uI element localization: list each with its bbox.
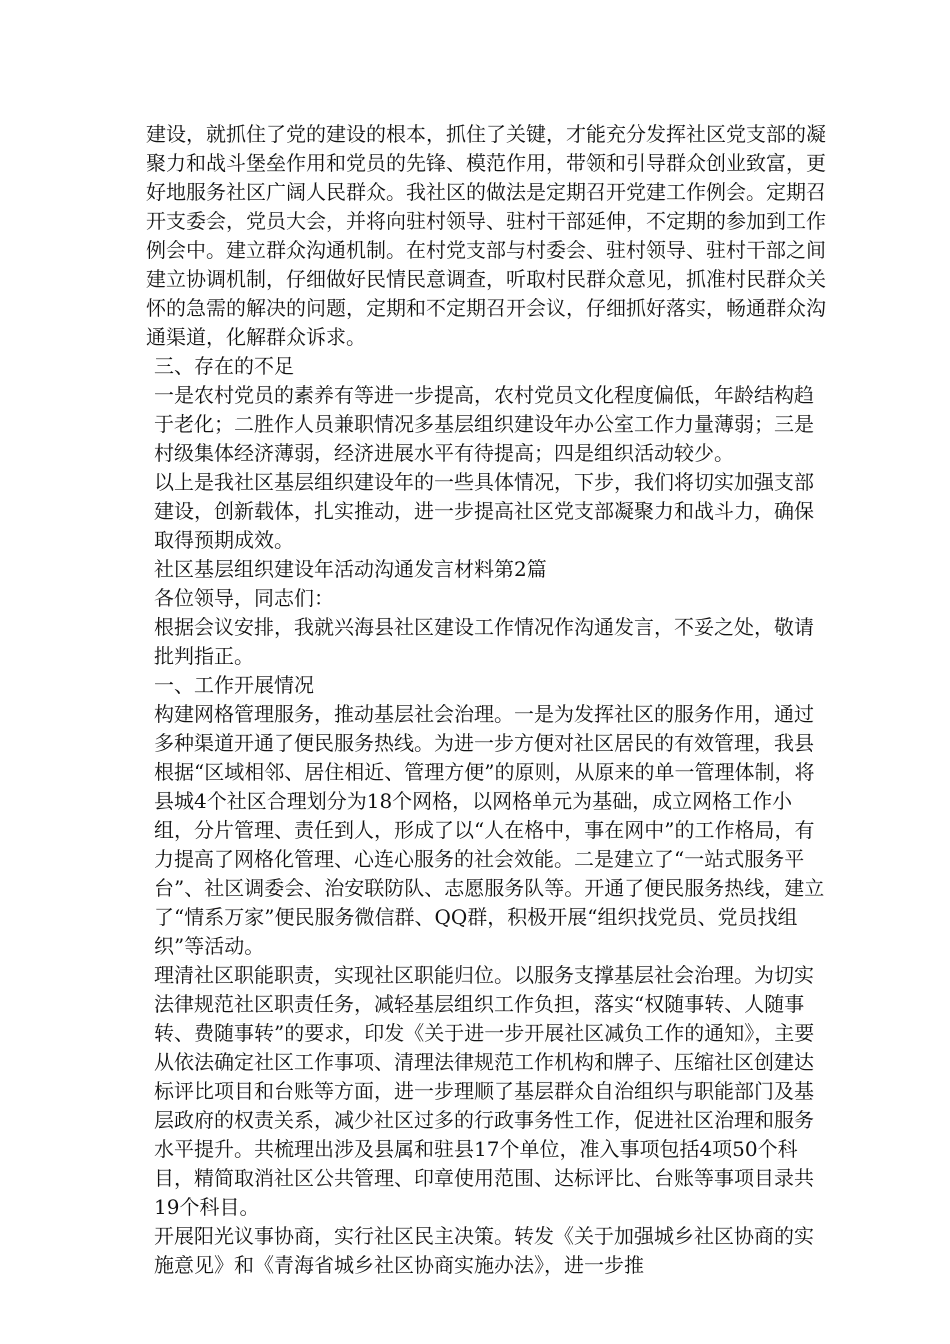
- section-title-part-2: 社区基层组织建设年活动沟通发言材料第2篇: [154, 557, 547, 581]
- paragraph-party-building-continued: 建设，就抓住了党的建设的根本，抓住了关键，才能充分发挥社区党支部的凝聚力和战斗堡垒作用和党员的先锋、模范作用，带领和引导群众创业致富，更好地服务社区广阔人民群众。我社区的做法是定期召开党建工作例会。定期召开支委会，党员大会，并将向驻村领导、驻村干部延伸，不定期的参加到工作例会中。建立群众沟通机制。在村党支部与村委会、驻村领导、驻村干部之间建立协调机制，仔细做好民情民意调查，听取村民群众意见，抓准村民群众关怀的急需的解决的问题，定期和不定期召开会议，仔细抓好落实，畅通群众沟通渠道，化解群众诉求。: [146, 122, 826, 349]
- paragraph-democratic-consultation: 开展阳光议事协商，实行社区民主决策。转发《关于加强城乡社区协商的实施意见》和《青海省城乡社区协商实施办法》，进一步推: [154, 1224, 814, 1277]
- heading-shortcomings: 三、存在的不足: [154, 354, 294, 378]
- document-body: [146, 120, 826, 1280]
- paragraph-introduction: 根据会议安排，我就兴海县社区建设工作情况作沟通发言，不妥之处，敬请批判指正。: [154, 615, 814, 668]
- paragraph-shortcomings: 一是农村党员的素养有等进一步提高，农村党员文化程度偏低，年龄结构趋于老化；二胜作人员兼职情况多基层组织建设年办公室工作力量薄弱；三是村级集体经济薄弱，经济进展水平有待提高；四是组织活动较少。: [154, 383, 814, 465]
- paragraph-salutation: 各位领导，同志们：: [154, 586, 334, 610]
- paragraph-grid-management: 构建网格管理服务，推动基层社会治理。一是为发挥社区的服务作用，通过多种渠道开通了便民服务热线。为进一步方便对社区居民的有效管理，我县根据“区域相邻、居住相近、管理方便”的原则，从原来的单一管理体制，将县城4个社区合理划分为18个网格，以网格单元为基础，成立网格工作小组，分片管理、责任到人，形成了以“人在格中，事在网中”的工作格局，有力提高了网格化管理、心连心服务的社会效能。二是建立了“一站式服务平台”、社区调委会、治安联防队、志愿服务队等。开通了便民服务热线，建立了“情系万家”便民服务微信群、QQ群，积极开展“组织找党员、党员找组织”等活动。: [154, 702, 825, 958]
- paragraph-community-functions: 理清社区职能职责，实现社区职能归位。以服务支撑基层社会治理。为切实法律规范社区职责任务，减轻基层组织工作负担，落实“权随事转、人随事转、费随事转”的要求，印发《关于进一步开展社区减负工作的通知》，主要从依法确定社区工作事项、清理法律规范工作机构和牌子、压缩社区创建达标评比项目和台账等方面，进一步理顺了基层群众自治组织与职能部门及基层政府的权责关系，减少社区过多的行政事务性工作，促进社区治理和服务水平提升。共梳理出涉及县属和驻县17个单位，准入事项包括4项50个科目，精简取消社区公共管理、印章使用范围、达标评比、台账等事项目录共19个科目。: [154, 963, 815, 1219]
- paragraph-conclusion: 以上是我社区基层组织建设年的一些具体情况，下步，我们将切实加强支部建设，创新载体，扎实推动，进一步提高社区党支部凝聚力和战斗力，确保取得预期成效。: [154, 470, 814, 552]
- heading-work-progress: 一、工作开展情况: [154, 673, 314, 697]
